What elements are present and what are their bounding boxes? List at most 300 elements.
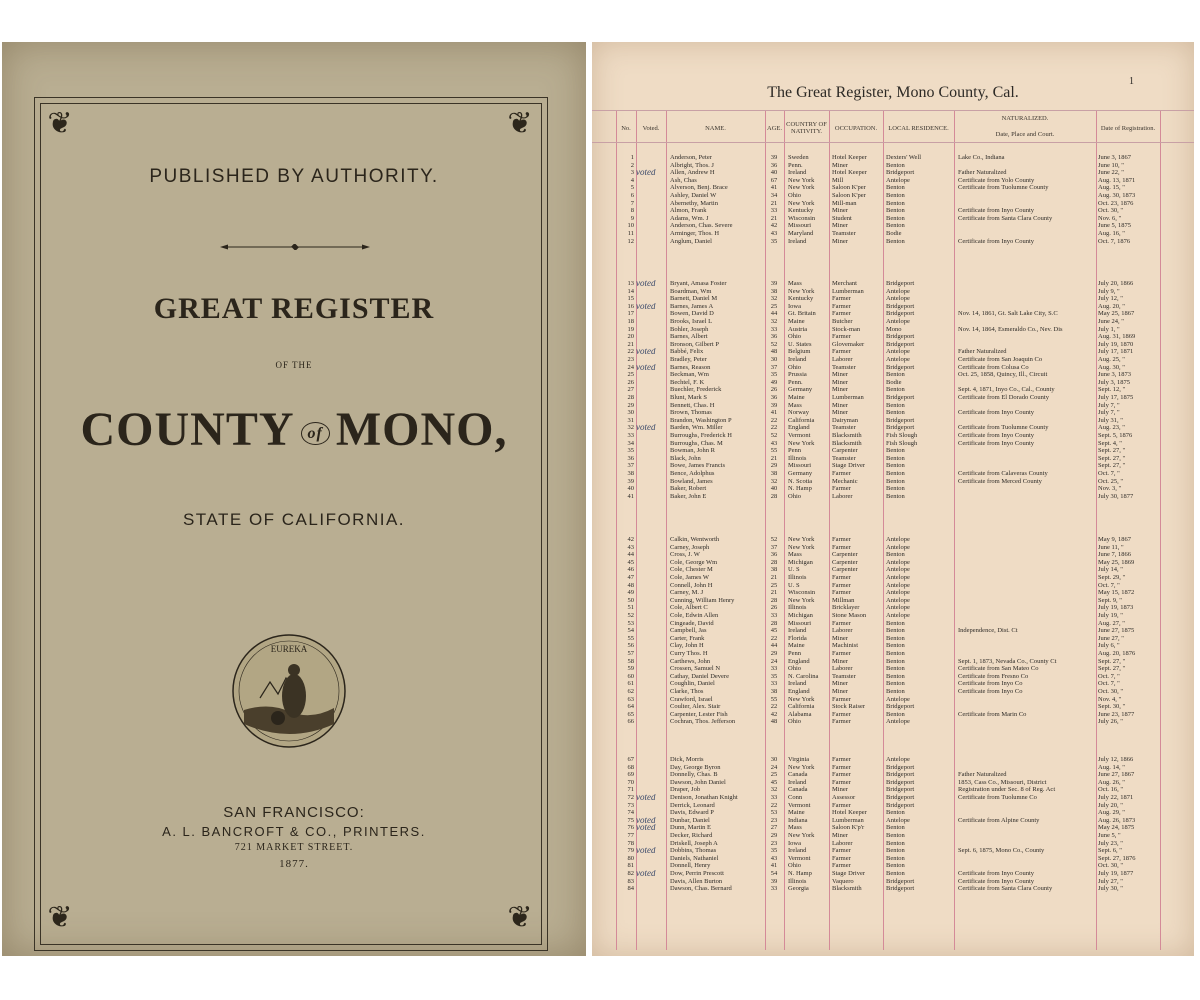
cell-date: July 7, " <box>1098 409 1120 417</box>
cell-no: 30 <box>627 409 634 417</box>
cell-res: Antelope <box>886 718 910 726</box>
cell-nat: Certificate from Inyo County <box>958 409 1034 417</box>
cell-name: Carthews, John <box>670 657 711 665</box>
cell-name: Dow, Perrin Prescott <box>670 870 724 877</box>
cell-date: July 6, " <box>1098 642 1120 650</box>
cell-no: 38 <box>627 470 634 477</box>
cell-nat: 1853, Cass Co., Missouri, District <box>958 778 1047 786</box>
cell-date: July 31, " <box>1098 416 1123 424</box>
cell-no: 41 <box>627 492 634 500</box>
cell-age: 35 <box>770 672 778 680</box>
cell-occ: Farmer <box>832 310 851 318</box>
cell-occ: Laborer <box>832 356 853 363</box>
cell-occ: Millman <box>832 596 855 604</box>
cell-no: 44 <box>627 551 634 559</box>
cell-occ: Saloon K'per <box>832 184 866 192</box>
cell-voted: voted <box>636 169 656 177</box>
cell-date: Oct. 30, " <box>1098 207 1124 215</box>
register-row <box>592 462 1194 470</box>
register-row <box>592 824 1194 832</box>
cell-name: Babbé, Felix <box>670 348 704 356</box>
cell-age: 48 <box>770 348 778 356</box>
register-row <box>592 764 1194 772</box>
cell-res: Antelope <box>886 566 910 574</box>
cell-res: Benton <box>886 665 905 673</box>
register-row <box>592 559 1194 567</box>
cell-occ: Dairyman <box>832 416 858 424</box>
cover-printer: A. L. BANCROFT & CO., PRINTERS. <box>162 824 426 839</box>
cell-age: 22 <box>770 801 778 809</box>
cell-name: Abernethy, Martin <box>670 199 718 207</box>
cell-name: Carpenter, Lester Fish <box>670 710 728 718</box>
cell-no: 6 <box>630 192 634 199</box>
cell-age: 21 <box>770 454 778 462</box>
cell-no: 22 <box>627 348 634 356</box>
cell-occ: Farmer <box>832 695 851 703</box>
cell-no: 19 <box>627 325 634 333</box>
cell-res: Benton <box>886 551 905 559</box>
cell-age: 39 <box>770 401 778 409</box>
cell-res: Bridgeport <box>886 333 915 341</box>
cell-age: 48 <box>770 718 778 726</box>
cell-res: Benton <box>886 462 905 470</box>
cell-no: 49 <box>627 589 634 597</box>
register-row <box>592 809 1194 817</box>
cell-name: Bechtel, F. K <box>670 378 705 386</box>
cell-age: 21 <box>770 589 778 597</box>
cell-age: 43 <box>770 230 778 237</box>
register-row <box>592 364 1194 372</box>
cell-occ: Farmer <box>832 302 851 310</box>
cell-age: 54 <box>770 870 778 877</box>
cell-nat: Certificate from Inyo County <box>958 237 1034 245</box>
cell-name: Beckman, Wm <box>670 371 709 379</box>
cell-name: Carter, Frank <box>670 634 705 642</box>
cell-name: Blunt, Mark S <box>670 394 708 401</box>
cell-name: Bowman, John R <box>670 447 715 455</box>
register-row <box>592 604 1194 612</box>
cell-res: Benton <box>886 161 905 169</box>
cell-date: July 23, " <box>1098 839 1123 847</box>
cell-no: 27 <box>627 386 634 394</box>
cell-occ: Miner <box>832 680 848 688</box>
cell-date: Sept. 27, " <box>1098 462 1126 470</box>
cell-date: July 12, " <box>1098 295 1123 303</box>
register-row <box>592 566 1194 574</box>
cell-age: 21 <box>770 199 778 207</box>
cell-country: Missouri <box>788 619 812 627</box>
cell-country: Illinois <box>788 454 807 462</box>
decorative-rule-icon <box>220 244 370 250</box>
cell-age: 25 <box>770 302 778 310</box>
seal-motto: EUREKA <box>270 644 308 654</box>
cell-no: 75 <box>627 816 634 824</box>
cell-no: 37 <box>627 462 634 470</box>
cell-country: Ireland <box>788 169 807 177</box>
cell-name: Almon, Frank <box>670 207 707 215</box>
cell-date: June 5, " <box>1098 832 1121 839</box>
cell-res: Antelope <box>886 756 910 763</box>
cell-age: 38 <box>770 688 778 695</box>
cell-age: 55 <box>770 447 778 455</box>
cell-date: Sept. 29, " <box>1098 574 1126 581</box>
cell-date: Aug. 13, 1871 <box>1098 176 1136 184</box>
cell-date: Oct. 7, " <box>1098 680 1120 688</box>
cell-no: 4 <box>630 176 634 184</box>
cell-occ: Miner <box>832 378 848 386</box>
cell-name: Bennett, Chas. H <box>670 401 715 409</box>
cell-no: 45 <box>627 558 634 566</box>
cell-date: May 9, 1867 <box>1098 536 1132 543</box>
cell-no: 55 <box>627 634 634 642</box>
cell-occ: Carpenter <box>832 447 858 455</box>
cell-no: 83 <box>627 877 634 885</box>
cell-country: Ohio <box>788 333 801 341</box>
cell-date: July 19, 1877 <box>1098 870 1134 877</box>
cell-age: 33 <box>770 325 778 333</box>
register-row <box>592 295 1194 303</box>
cell-date: Sept. 27, " <box>1098 454 1126 462</box>
cell-no: 57 <box>627 650 634 657</box>
cell-name: Bowe, James Francis <box>670 462 726 470</box>
register-row <box>592 771 1194 779</box>
cell-no: 82 <box>627 870 634 877</box>
cell-country: Alabama <box>788 710 812 718</box>
cell-age: 33 <box>770 794 778 801</box>
cell-country: Norway <box>788 409 809 417</box>
cell-no: 29 <box>627 401 634 409</box>
cell-date: June 27, 1867 <box>1098 771 1135 779</box>
cell-country: Germany <box>788 386 813 394</box>
cell-date: Aug. 25, " <box>1098 356 1125 363</box>
cell-name: Bronson, Gilbert P <box>670 340 719 348</box>
cell-res: Antelope <box>886 348 910 356</box>
register-row <box>592 440 1194 448</box>
cell-name: Dobbins, Thomas <box>670 847 717 855</box>
register-row <box>592 642 1194 650</box>
cell-occ: Farmer <box>832 295 851 303</box>
cell-res: Benton <box>886 688 905 695</box>
cell-res: Antelope <box>886 356 910 363</box>
cell-res: Bridgeport <box>886 310 915 318</box>
cell-country: Ohio <box>788 665 801 673</box>
cell-res: Bridgeport <box>886 794 915 801</box>
cell-name: Denison, Jonathan Knight <box>670 794 738 801</box>
cell-name: Cunning, William Henry <box>670 596 735 604</box>
cell-country: Maine <box>788 394 805 401</box>
cell-nat: Independence, Dist. Ct <box>958 627 1018 635</box>
register-row <box>592 303 1194 311</box>
register-row <box>592 326 1194 334</box>
cell-date: June 10, " <box>1098 161 1124 169</box>
cell-country: New York <box>788 763 815 771</box>
register-row <box>592 650 1194 658</box>
cell-name: Dick, Morris <box>670 756 704 763</box>
cell-date: Aug. 31, 1869 <box>1098 333 1136 341</box>
cell-age: 35 <box>770 371 778 379</box>
cell-res: Bridgeport <box>886 340 915 348</box>
cell-age: 55 <box>770 695 778 703</box>
cell-date: Aug. 30, " <box>1098 363 1125 371</box>
cell-name: Dunn, Martin E <box>670 824 711 832</box>
cell-occ: Saloon K'per <box>832 192 866 199</box>
cell-date: May 25, 1869 <box>1098 558 1135 566</box>
cell-name: Burroughs, Frederick H <box>670 432 732 439</box>
cell-country: Mass <box>788 280 802 287</box>
cell-age: 41 <box>770 184 778 192</box>
cell-country: Georgia <box>788 885 809 893</box>
cell-no: 80 <box>627 854 634 862</box>
cell-name: Driskell, Joseph A <box>670 839 718 847</box>
register-row <box>592 536 1194 544</box>
cell-date: Nov. 3, " <box>1098 485 1122 493</box>
cell-date: Aug. 27, " <box>1098 619 1125 627</box>
cell-res: Benton <box>886 447 905 455</box>
cell-date: Aug. 20, 1876 <box>1098 650 1136 657</box>
register-title: The Great Register, Mono County, Cal. <box>767 84 1019 101</box>
cell-nat: Certificate from Colusa Co <box>958 363 1029 371</box>
cell-country: Wisconsin <box>788 589 816 597</box>
corner-ornament-icon: ❦ <box>507 107 533 140</box>
cell-res: Fish Slough <box>886 439 918 447</box>
cell-occ: Laborer <box>832 627 853 635</box>
register-cover <box>2 42 586 956</box>
cell-occ: Farmer <box>832 847 851 855</box>
cell-res: Antelope <box>886 318 910 325</box>
cell-no: 14 <box>627 287 634 295</box>
cell-res: Antelope <box>886 816 910 824</box>
cell-age: 22 <box>770 424 778 432</box>
register-row <box>592 878 1194 886</box>
cell-date: June 3, 1867 <box>1098 154 1132 161</box>
cell-age: 29 <box>770 462 778 470</box>
register-row <box>592 756 1194 764</box>
cell-name: Cingeade, David <box>670 619 714 627</box>
cell-country: Penn. <box>788 161 803 169</box>
cell-age: 33 <box>770 612 778 619</box>
header-country: COUNTRY OF NATIVITY. <box>786 121 827 135</box>
cell-no: 10 <box>627 222 634 230</box>
cell-country: Ohio <box>788 492 801 500</box>
cell-occ: Farmer <box>832 756 851 763</box>
cell-no: 20 <box>627 333 634 341</box>
cell-res: Benton <box>886 371 905 379</box>
cell-age: 40 <box>770 485 778 493</box>
cell-date: May 15, 1872 <box>1098 589 1135 597</box>
cell-age: 38 <box>770 470 778 477</box>
cell-no: 79 <box>627 847 634 855</box>
cell-age: 41 <box>770 409 778 417</box>
register-row <box>592 862 1194 870</box>
cell-res: Bridgeport <box>886 416 915 424</box>
cell-date: July 19, " <box>1098 612 1123 619</box>
cell-country: New York <box>788 695 815 703</box>
cell-age: 67 <box>770 176 778 184</box>
cover-state: STATE OF CALIFORNIA. <box>182 510 406 529</box>
cell-name: Carney, Joseph <box>670 543 710 551</box>
register-row <box>592 455 1194 463</box>
cell-country: Iowa <box>788 302 801 310</box>
cell-no: 53 <box>627 619 634 627</box>
cell-age: 52 <box>770 432 778 439</box>
register-row <box>592 840 1194 848</box>
cell-no: 15 <box>627 295 634 303</box>
cell-date: June 23, 1877 <box>1098 710 1135 718</box>
cell-no: 31 <box>627 416 634 424</box>
cell-occ: Stage Driver <box>832 462 866 470</box>
cell-name: Boardman, Wm <box>670 287 712 295</box>
header-rule <box>592 142 1194 143</box>
cell-no: 1 <box>630 154 634 161</box>
cell-occ: Stage Driver <box>832 870 866 877</box>
register-row <box>592 177 1194 185</box>
cell-name: Alverson, Benj. Brace <box>670 184 728 192</box>
cell-age: 34 <box>770 192 778 199</box>
cell-age: 35 <box>770 847 778 855</box>
cell-res: Benton <box>886 477 905 485</box>
cell-date: May 25, 1867 <box>1098 310 1135 318</box>
cell-occ: Miner <box>832 688 848 695</box>
cell-date: Sept. 27, 1876 <box>1098 854 1136 862</box>
register-row <box>592 582 1194 590</box>
cell-res: Benton <box>886 222 905 230</box>
cell-occ: Farmer <box>832 581 851 589</box>
cell-date: July 26, " <box>1098 718 1123 726</box>
cell-nat: Certificate from Inyo Co <box>958 680 1023 688</box>
cell-res: Antelope <box>886 176 910 184</box>
cell-occ: Stock-man <box>832 325 861 333</box>
cell-name: Barnes, Reason <box>670 363 711 371</box>
cell-no: 33 <box>627 432 634 439</box>
cell-country: Ohio <box>788 862 801 870</box>
cell-country: New York <box>788 536 815 543</box>
cell-date: July 1, " <box>1098 325 1120 333</box>
cell-name: Albright, Thos. J <box>670 161 714 169</box>
cell-date: July 27, " <box>1098 877 1123 885</box>
cell-res: Benton <box>886 192 905 199</box>
cell-occ: Farmer <box>832 718 851 726</box>
cell-occ: Lumberman <box>832 394 864 401</box>
cell-no: 66 <box>627 718 634 726</box>
cell-occ: Miner <box>832 222 848 230</box>
cell-date: June 3, 1873 <box>1098 371 1132 379</box>
register-row <box>592 802 1194 810</box>
cell-age: 36 <box>770 333 778 341</box>
cell-date: June 11, " <box>1098 543 1124 551</box>
cell-country: England <box>788 424 810 432</box>
cell-no: 70 <box>627 778 634 786</box>
cell-name: Daniels, Nathaniel <box>670 854 719 862</box>
cell-voted: voted <box>636 280 656 288</box>
register-row <box>592 847 1194 855</box>
cell-name: Bradley, Peter <box>670 356 707 363</box>
register-row <box>592 238 1194 246</box>
register-row <box>592 207 1194 215</box>
cell-age: 32 <box>770 295 778 303</box>
cell-date: Aug. 23, " <box>1098 424 1125 432</box>
cell-date: Sept. 4, " <box>1098 439 1122 447</box>
cell-occ: Teamster <box>832 230 856 237</box>
cell-no: 3 <box>630 169 634 177</box>
register-row <box>592 794 1194 802</box>
cell-age: 44 <box>770 642 778 650</box>
cell-country: New York <box>788 596 815 604</box>
cell-res: Benton <box>886 237 905 245</box>
cell-res: Antelope <box>886 295 910 303</box>
cell-res: Benton <box>886 386 905 394</box>
register-row <box>592 184 1194 192</box>
cell-res: Benton <box>886 870 905 877</box>
cell-name: Derrick, Leonard <box>670 801 715 809</box>
cell-occ: Farmer <box>832 536 851 543</box>
cell-res: Bridgeport <box>886 801 915 809</box>
cell-no: 42 <box>627 536 634 543</box>
register-row <box>592 333 1194 341</box>
california-seal-icon <box>230 632 348 750</box>
cell-voted: voted <box>636 424 656 432</box>
cell-nat: Sept. 4, 1871, Inyo Co., Cal., County <box>958 386 1055 394</box>
cell-age: 44 <box>770 310 778 318</box>
cell-age: 22 <box>770 416 778 424</box>
cell-occ: Farmer <box>832 589 851 597</box>
cell-age: 28 <box>770 596 778 604</box>
cell-res: Bodie <box>886 230 902 237</box>
cell-country: California <box>788 703 815 711</box>
register-row <box>592 703 1194 711</box>
cell-age: 21 <box>770 214 778 222</box>
cell-nat: Certificate from Marin Co <box>958 710 1027 718</box>
cell-occ: Miner <box>832 832 848 839</box>
cell-age: 39 <box>770 877 778 885</box>
cell-no: 78 <box>627 839 634 847</box>
cell-name: Davis, Allen Burton <box>670 877 723 885</box>
register-row <box>592 341 1194 349</box>
cell-occ: Miner <box>832 207 848 215</box>
cell-occ: Hotel Keeper <box>832 809 867 817</box>
cell-no: 43 <box>627 543 634 551</box>
cell-no: 7 <box>630 199 634 207</box>
cell-res: Benton <box>886 657 905 665</box>
cell-no: 61 <box>627 680 634 688</box>
cell-no: 8 <box>630 207 634 215</box>
register-row <box>592 551 1194 559</box>
cell-occ: Laborer <box>832 839 853 847</box>
cell-age: 22 <box>770 634 778 642</box>
register-row <box>592 162 1194 170</box>
cell-occ: Merchant <box>832 280 857 287</box>
cell-no: 39 <box>627 477 634 485</box>
register-row <box>592 371 1194 379</box>
cell-occ: Carpenter <box>832 558 858 566</box>
cell-nat: Certificate from San Joaquin Co <box>958 356 1043 363</box>
cell-date: June 24, " <box>1098 318 1124 325</box>
cell-country: Maine <box>788 318 805 325</box>
register-row <box>592 470 1194 478</box>
cell-name: Barden, Wm. Miller <box>670 424 723 432</box>
cell-res: Bridgeport <box>886 885 915 893</box>
cell-occ: Farmer <box>832 801 851 809</box>
cell-age: 33 <box>770 665 778 673</box>
cell-country: Penn. <box>788 378 803 386</box>
cell-nat: Certificate from Calaveras County <box>958 470 1048 477</box>
cell-country: Illinois <box>788 877 807 885</box>
cell-date: July 17, 1875 <box>1098 394 1134 401</box>
register-row <box>592 718 1194 726</box>
cell-occ: Farmer <box>832 710 851 718</box>
cell-nat: Certificate from El Dorado County <box>958 394 1049 401</box>
cell-name: Cole, George Wm <box>670 558 718 566</box>
cell-date: June 7, 1866 <box>1098 551 1132 559</box>
